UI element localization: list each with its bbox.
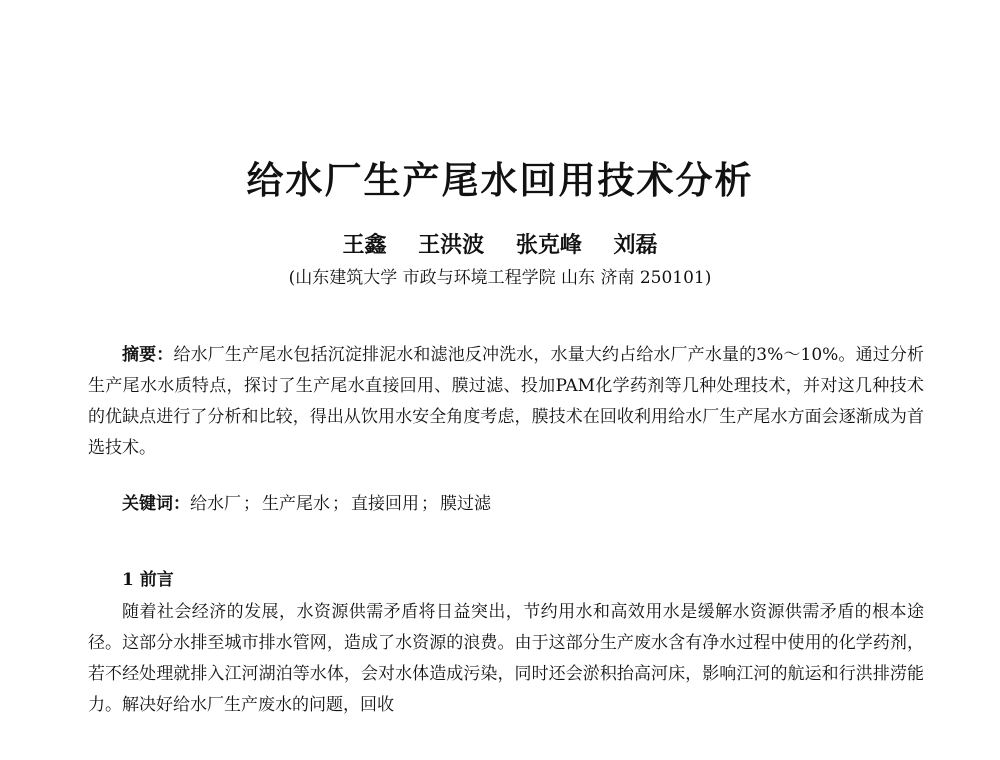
keywords bbox=[88, 489, 924, 520]
author-list bbox=[0, 230, 1000, 260]
author-name: 张克峰 bbox=[515, 232, 582, 258]
abstract bbox=[88, 340, 924, 464]
author-name: 王鑫 bbox=[342, 232, 387, 258]
abstract-text: 给水厂生产尾水包括沉淀排泥水和滤池反冲洗水，水量大约占给水厂产水量的3%～10%。通过分析生产尾水水质特点，探讨了生产尾水直接回用、膜过滤、投加PAM化学药剂等几种处理技术，并对这几种技术的优缺点进行了分析和比较，得出从饮用水安全角度考虑，膜技术在回收利用给水厂生产尾水方面会逐渐成为首选技术。 bbox=[88, 345, 924, 458]
keyword-separator: ； bbox=[421, 494, 438, 514]
author-affiliation: (山东建筑大学 市政与环境工程学院 山东 济南 250101) bbox=[288, 268, 712, 288]
author-name: 刘磊 bbox=[613, 232, 658, 258]
section-heading: 1 前言 bbox=[122, 570, 174, 590]
keyword-separator: ； bbox=[243, 494, 260, 514]
abstract-label: 摘要： bbox=[122, 345, 174, 365]
author-name: 王洪波 bbox=[418, 232, 485, 258]
section-body: 随着社会经济的发展，水资源供需矛盾将日益突出，节约用水和高效用水是缓解水资源供需矛盾的根本途径。这部分水排至城市排水管网，造成了水资源的浪费。由于这部分生产废水含有净水过程中使用的化学药剂，若不经处理就排入江河湖泊等水体，会对水体造成污染，同时还会淤积抬高河床，影响江河的航运和行洪排涝能力。解决好给水厂生产废水的问题，回收 bbox=[88, 602, 924, 715]
paper-title: 给水厂生产尾水回用技术分析 bbox=[246, 158, 754, 202]
keyword: 直接回用 bbox=[351, 494, 419, 514]
keyword: 给水厂 bbox=[190, 494, 241, 514]
keyword-separator: ； bbox=[332, 494, 349, 514]
keywords-label: 关键词： bbox=[122, 494, 190, 514]
keyword: 膜过滤 bbox=[440, 494, 491, 514]
keyword: 生产尾水 bbox=[262, 494, 330, 514]
